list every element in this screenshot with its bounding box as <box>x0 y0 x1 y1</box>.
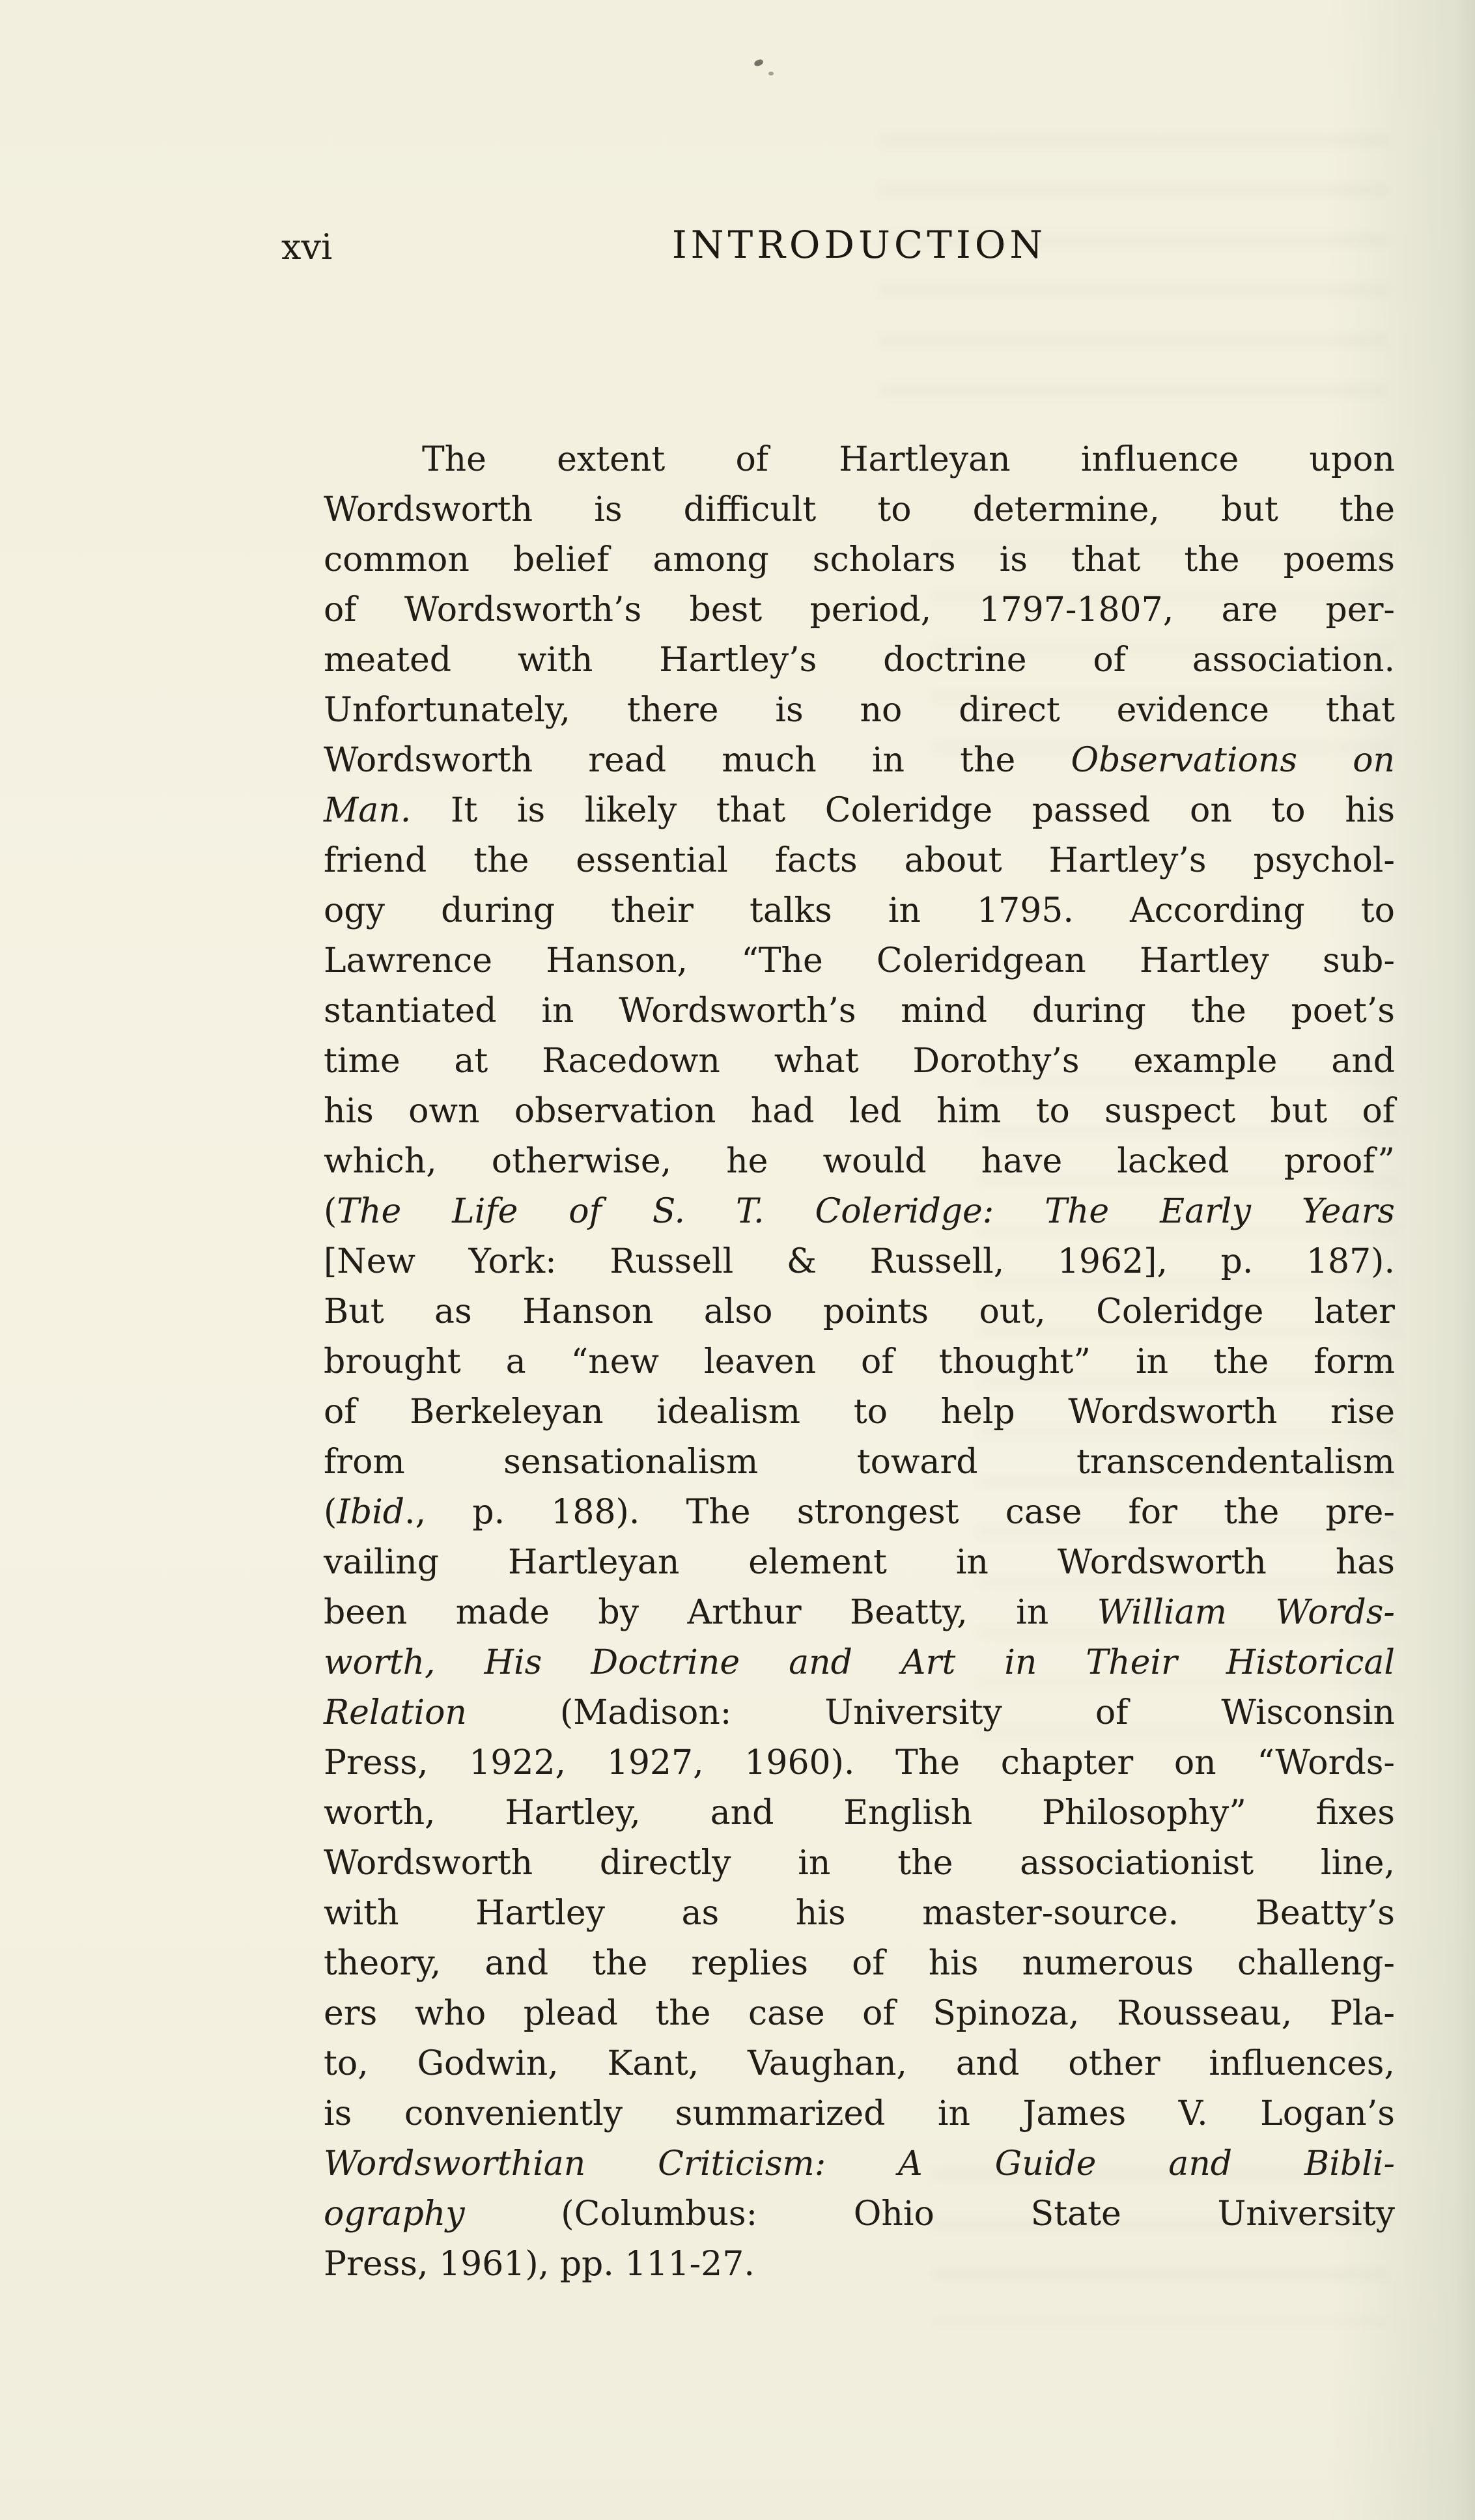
text-run-italic: Wordsworthian Criticism: A Guide and Bibli- <box>324 2144 1395 2183</box>
text-run-italic: Ibid <box>337 1493 405 1532</box>
text-line <box>324 1588 1395 1638</box>
text-line <box>324 1989 1395 2039</box>
text-run-italic: ography <box>324 2195 465 2234</box>
text-run: common belief among scholars is that the poems <box>324 540 1395 579</box>
text-run: been made by Arthur Beatty, in <box>324 1593 1097 1632</box>
text-line <box>324 1538 1395 1588</box>
text-line <box>324 1437 1395 1488</box>
text-line <box>324 986 1395 1036</box>
text-run: ( <box>324 1192 337 1231</box>
text-line <box>324 2189 1395 2239</box>
page-number: xvi <box>281 227 333 268</box>
text-line <box>324 936 1395 986</box>
text-run: theory, and the replies of his numerous challeng- <box>324 1944 1395 1983</box>
text-line <box>324 1287 1395 1337</box>
text-run: Press, 1922, 1927, 1960). The chapter on “Words- <box>324 1743 1395 1782</box>
text-run: of Berkeleyan idealism to help Wordsworth rise <box>324 1392 1395 1432</box>
text-line <box>324 1688 1395 1738</box>
text-line <box>324 685 1395 736</box>
text-run-italic: worth, His Doctrine and Art in Their Historical <box>324 1643 1395 1682</box>
text-run: brought a “new leaven of thought” in the form <box>324 1342 1395 1381</box>
text-run: (Columbus: Ohio State University <box>464 2195 1395 2234</box>
text-run: The extent of Hartleyan influence upon <box>422 440 1395 479</box>
text-line <box>324 1237 1395 1287</box>
text-line <box>324 1087 1395 1137</box>
text-run: [New York: Russell & Russell, 1962], p. 187). <box>324 1242 1395 1281</box>
text-run-italic: Man. <box>324 791 412 830</box>
text-line <box>324 1738 1395 1788</box>
text-line <box>324 1337 1395 1387</box>
text-line <box>324 535 1395 585</box>
text-run: which, otherwise, he would have lacked proof” <box>324 1142 1395 1181</box>
text-run: friend the essential facts about Hartley’s psychol- <box>324 841 1395 880</box>
text-run-italic: Relation <box>324 1693 467 1732</box>
text-run: worth, Hartley, and English Philosophy” fixes <box>324 1793 1395 1833</box>
text-run: Lawrence Hanson, “The Coleridgean Hartley sub- <box>324 941 1395 980</box>
body-paragraph <box>324 435 1395 2290</box>
ink-speck <box>753 59 764 66</box>
text-run: ., p. 188). The strongest case for the pre- <box>404 1493 1395 1532</box>
text-line <box>324 1788 1395 1838</box>
text-run: Press, 1961), pp. 111-27. <box>324 2245 755 2284</box>
show-through-smudge <box>879 133 1387 420</box>
text-run: ogy during their talks in 1795. According to <box>324 891 1395 930</box>
text-run: But as Hanson also points out, Coleridge later <box>324 1292 1395 1331</box>
text-run-italic: The Life of S. T. Coleridge: The Early Years <box>337 1192 1395 1231</box>
text-run: vailing Hartleyan element in Wordsworth has <box>324 1543 1395 1582</box>
text-run: Wordsworth is difficult to determine, but the <box>324 490 1395 529</box>
text-run: It is likely that Coleridge passed on to his <box>411 791 1395 830</box>
text-line <box>324 786 1395 836</box>
text-line <box>324 435 1395 485</box>
text-run: ( <box>324 1493 337 1532</box>
text-line <box>324 1488 1395 1538</box>
text-run: Unfortunately, there is no direct evidence that <box>324 691 1395 730</box>
text-line <box>324 2239 1395 2290</box>
text-run: (Madison: University of Wisconsin <box>466 1693 1395 1732</box>
text-line <box>324 1387 1395 1437</box>
text-line <box>324 2089 1395 2139</box>
text-line <box>324 1889 1395 1939</box>
text-line <box>324 2039 1395 2089</box>
text-run: Wordsworth read much in the <box>324 741 1071 780</box>
text-line <box>324 485 1395 535</box>
text-run: meated with Hartley’s doctrine of association. <box>324 641 1395 680</box>
text-line <box>324 736 1395 786</box>
text-run: to, Godwin, Kant, Vaughan, and other influences, <box>324 2044 1395 2083</box>
page-title: INTRODUCTION <box>671 223 1047 267</box>
text-run: ers who plead the case of Spinoza, Rousseau, Pla- <box>324 1994 1395 2033</box>
text-line <box>324 1939 1395 1989</box>
text-line <box>324 1036 1395 1087</box>
text-run: Wordsworth directly in the associationist line, <box>324 1844 1395 1883</box>
text-run: time at Racedown what Dorothy’s example and <box>324 1042 1395 1081</box>
text-run-italic: Observations on <box>1071 741 1395 780</box>
text-line <box>324 1137 1395 1187</box>
text-line <box>324 836 1395 886</box>
text-run: is conveniently summarized in James V. Logan’s <box>324 2094 1395 2133</box>
text-run: his own observation had led him to suspect but of <box>324 1092 1395 1131</box>
text-line <box>324 1638 1395 1688</box>
text-line <box>324 585 1395 635</box>
text-line <box>324 635 1395 685</box>
text-run-italic: William Words- <box>1097 1593 1395 1632</box>
text-line <box>324 886 1395 936</box>
text-run: from sensationalism toward transcendentalism <box>324 1443 1395 1482</box>
text-run: of Wordsworth’s best period, 1797-1807, are per- <box>324 590 1395 630</box>
text-line <box>324 1187 1395 1237</box>
text-line <box>324 1838 1395 1889</box>
ink-speck <box>768 72 774 76</box>
text-run: stantiated in Wordsworth’s mind during the poet’s <box>324 991 1395 1031</box>
text-line <box>324 2139 1395 2189</box>
text-run: with Hartley as his master-source. Beatty’s <box>324 1894 1395 1933</box>
